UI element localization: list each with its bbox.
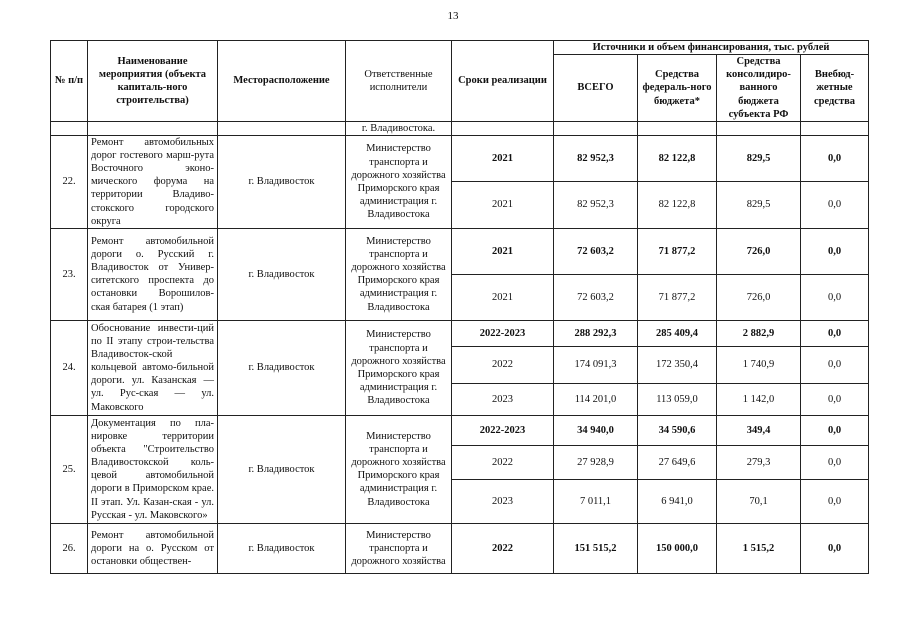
row-federal: 82 122,8 xyxy=(638,135,717,181)
row-consolidated: 349,4 xyxy=(717,415,801,445)
header-funding: Источники и объем финансирования, тыс. рублей xyxy=(554,41,869,55)
row-responsible: Министерство транспорта и дорожного хозяйства Приморского края администрация г. Владивостока xyxy=(346,228,452,320)
row-consolidated: 726,0 xyxy=(717,228,801,274)
row-period: 2021 xyxy=(452,228,554,274)
header-consolidated: Средства консолидиро-ванного бюджета субъекта РФ xyxy=(717,55,801,122)
row-period: 2023 xyxy=(452,479,554,523)
row-federal: 6 941,0 xyxy=(638,479,717,523)
row-number: 25. xyxy=(51,415,88,523)
row-responsible: Министерство транспорта и дорожного хозяйства Приморского края администрация г. Владивостока xyxy=(346,320,452,415)
row-consolidated: 70,1 xyxy=(717,479,801,523)
row-location: г. Владивосток xyxy=(218,415,346,523)
row-federal: 82 122,8 xyxy=(638,182,717,228)
row-consolidated: 829,5 xyxy=(717,182,801,228)
row-total: 72 603,2 xyxy=(554,274,638,320)
row-federal: 34 590,6 xyxy=(638,415,717,445)
row-consolidated: 1 740,9 xyxy=(717,346,801,383)
row-extra: 0,0 xyxy=(801,228,869,274)
row-name: Ремонт автомобильной дороги о. Русский г. Владивосток от Универ-ситетского проспекта до остановки Ворошилов-ская батарея (1 этап) xyxy=(88,228,218,320)
table-row xyxy=(51,135,869,181)
row-federal: 285 409,4 xyxy=(638,320,717,346)
row-location: г. Владивосток xyxy=(218,523,346,573)
row-total: 72 603,2 xyxy=(554,228,638,274)
row-total: 82 952,3 xyxy=(554,182,638,228)
row-number: 24. xyxy=(51,320,88,415)
row-total: 27 928,9 xyxy=(554,445,638,479)
continuation-row xyxy=(51,121,869,135)
row-name: Ремонт автомобильной дороги на о. Русском от остановки обществен- xyxy=(88,523,218,573)
row-period: 2022 xyxy=(452,523,554,573)
row-period: 2021 xyxy=(452,274,554,320)
row-extra: 0,0 xyxy=(801,182,869,228)
header-extra: Внебюд-жетные средства xyxy=(801,55,869,122)
row-name: Ремонт автомобильных дорог гостевого марш-рута Восточного эконо-мического форума на территории Владиво-стокского городского округа xyxy=(88,135,218,228)
row-period: 2023 xyxy=(452,383,554,415)
header-period: Сроки реализации xyxy=(452,41,554,122)
row-total: 288 292,3 xyxy=(554,320,638,346)
row-number: 23. xyxy=(51,228,88,320)
row-extra: 0,0 xyxy=(801,415,869,445)
row-extra: 0,0 xyxy=(801,479,869,523)
row-extra: 0,0 xyxy=(801,523,869,573)
row-number: 22. xyxy=(51,135,88,228)
table-row xyxy=(51,523,869,573)
row-period: 2022-2023 xyxy=(452,320,554,346)
row-total: 151 515,2 xyxy=(554,523,638,573)
continuation-text: г. Владивостока. xyxy=(346,121,452,135)
row-total: 114 201,0 xyxy=(554,383,638,415)
row-consolidated: 829,5 xyxy=(717,135,801,181)
row-number: 26. xyxy=(51,523,88,573)
row-responsible: Министерство транспорта и дорожного хозяйства xyxy=(346,523,452,573)
table-row xyxy=(51,228,869,274)
row-location: г. Владивосток xyxy=(218,228,346,320)
row-federal: 172 350,4 xyxy=(638,346,717,383)
row-period: 2021 xyxy=(452,182,554,228)
row-responsible: Министерство транспорта и дорожного хозяйства Приморского края администрация г. Владивостока xyxy=(346,415,452,523)
header-total: ВСЕГО xyxy=(554,55,638,122)
row-responsible: Министерство транспорта и дорожного хозяйства Приморского края администрация г. Владивостока xyxy=(346,135,452,228)
row-period: 2022 xyxy=(452,346,554,383)
row-consolidated: 279,3 xyxy=(717,445,801,479)
row-federal: 71 877,2 xyxy=(638,274,717,320)
row-total: 7 011,1 xyxy=(554,479,638,523)
table-row xyxy=(51,320,869,346)
row-consolidated: 1 515,2 xyxy=(717,523,801,573)
row-name: Документация по пла-нировке территории объекта "Строительство Владивостокской коль-цевой автомобильной дороги в Приморском крае. II этап. Ул. Казан-ская - ул. Русская - ул. Маковского» xyxy=(88,415,218,523)
row-period: 2022 xyxy=(452,445,554,479)
row-extra: 0,0 xyxy=(801,445,869,479)
row-period: 2022-2023 xyxy=(452,415,554,445)
row-total: 34 940,0 xyxy=(554,415,638,445)
row-extra: 0,0 xyxy=(801,346,869,383)
row-consolidated: 2 882,9 xyxy=(717,320,801,346)
header-no: № п/п xyxy=(51,41,88,122)
header-responsible: Ответственные исполнители xyxy=(346,41,452,122)
row-extra: 0,0 xyxy=(801,274,869,320)
page-number: 13 xyxy=(447,10,459,22)
row-consolidated: 1 142,0 xyxy=(717,383,801,415)
row-federal: 150 000,0 xyxy=(638,523,717,573)
row-federal: 27 649,6 xyxy=(638,445,717,479)
header-federal: Средства федераль-ного бюджета* xyxy=(638,55,717,122)
row-period: 2021 xyxy=(452,135,554,181)
header-location: Месторасположение xyxy=(218,41,346,122)
header-name: Наименование мероприятия (объекта капиталь-ного строительства) xyxy=(88,41,218,122)
table-row xyxy=(51,415,869,445)
row-federal: 113 059,0 xyxy=(638,383,717,415)
row-extra: 0,0 xyxy=(801,383,869,415)
row-total: 174 091,3 xyxy=(554,346,638,383)
row-total: 82 952,3 xyxy=(554,135,638,181)
row-location: г. Владивосток xyxy=(218,135,346,228)
row-location: г. Владивосток xyxy=(218,320,346,415)
funding-table xyxy=(50,40,869,574)
row-extra: 0,0 xyxy=(801,135,869,181)
row-name: Обоснование инвести-ций по II этапу строи-тельства Владивосток-ской кольцевой автомо-бильной дороги. ул. Казанская — ул. Рус-ская — ул. Маковского xyxy=(88,320,218,415)
row-extra: 0,0 xyxy=(801,320,869,346)
row-consolidated: 726,0 xyxy=(717,274,801,320)
row-federal: 71 877,2 xyxy=(638,228,717,274)
